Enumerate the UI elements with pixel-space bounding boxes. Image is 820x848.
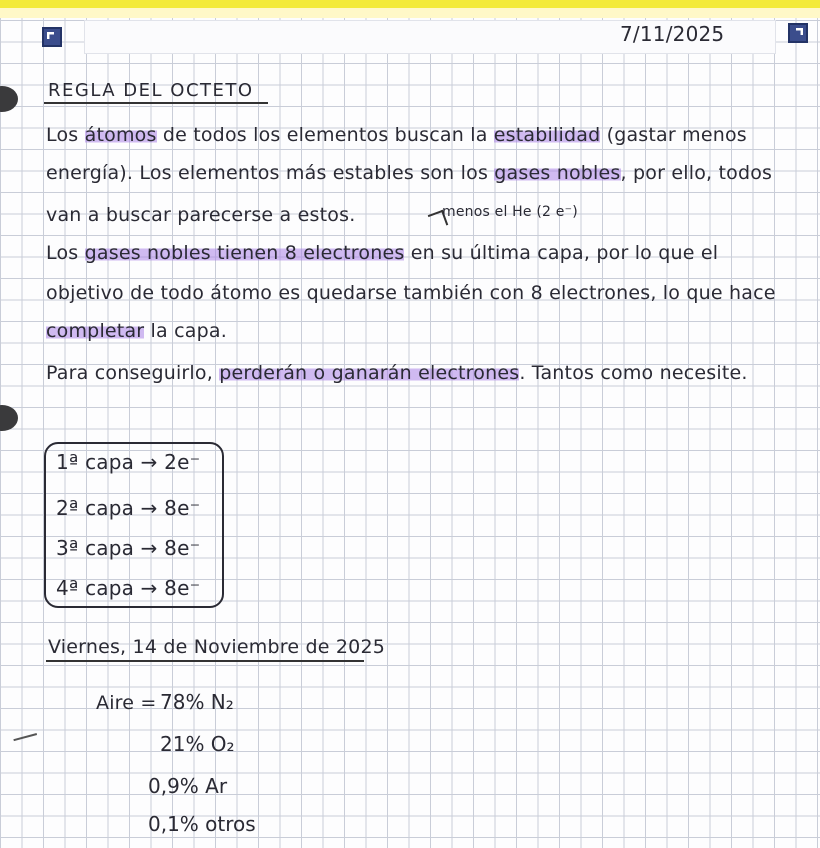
highlight-gases-nobles-8: gases nobles tienen 8 electrones bbox=[84, 242, 405, 264]
text-segment: en su última capa, por lo que el bbox=[404, 242, 719, 264]
top-yellow-edge bbox=[0, 0, 820, 8]
text-segment: van a buscar parecerse a estos. bbox=[46, 204, 356, 226]
paragraph1-line3 bbox=[46, 204, 355, 226]
title-underline bbox=[44, 102, 268, 104]
section-date: Viernes, 14 de Noviembre de 2025 bbox=[48, 636, 386, 658]
corner-mark-right-icon bbox=[788, 23, 808, 43]
text-segment: , por ello, todos bbox=[620, 162, 773, 184]
shell-row: 2ª capa → 8e⁻ bbox=[56, 496, 201, 520]
top-yellow-tint bbox=[0, 8, 820, 18]
text-segment: de todos los elementos buscan la bbox=[156, 124, 494, 146]
highlight-atomos: átomos bbox=[84, 124, 157, 146]
shell-row: 4ª capa → 8e⁻ bbox=[56, 576, 201, 600]
shell-row: 3ª capa → 8e⁻ bbox=[56, 536, 201, 560]
paragraph2-line3 bbox=[46, 320, 227, 342]
paragraph1-line2 bbox=[46, 162, 772, 184]
note-he-exception: menos el He (2 e⁻) bbox=[442, 204, 578, 220]
paragraph1-line1 bbox=[46, 124, 747, 146]
paragraph2-line1 bbox=[46, 242, 718, 264]
text-segment: la capa. bbox=[144, 320, 227, 342]
text-segment: (gastar menos bbox=[600, 124, 747, 146]
air-item: 0,1% otros bbox=[148, 812, 256, 836]
highlight-perderan-ganaran: perderán o ganarán electrones bbox=[219, 362, 520, 384]
paragraph3-line1 bbox=[46, 362, 748, 384]
text-segment: Los bbox=[46, 124, 85, 146]
shell-row: 1ª capa → 2e⁻ bbox=[56, 450, 201, 474]
corner-mark-left-icon bbox=[42, 27, 62, 47]
text-segment: Los bbox=[46, 242, 85, 264]
paragraph2-line2 bbox=[46, 282, 776, 304]
header-date: 7/11/2025 bbox=[620, 22, 725, 46]
highlight-completar: completar bbox=[46, 320, 145, 342]
text-segment: . Tantos como necesite. bbox=[519, 362, 748, 384]
highlight-estabilidad: estabilidad bbox=[493, 124, 601, 146]
air-item: 21% O₂ bbox=[160, 732, 235, 756]
text-segment: objetivo de todo átomo es quedarse también con 8 electrones, lo que hace bbox=[46, 282, 776, 304]
air-label: Aire = bbox=[96, 692, 157, 714]
page-title: REGLA DEL OCTETO bbox=[48, 80, 254, 101]
highlight-gases-nobles: gases nobles bbox=[494, 162, 621, 184]
text-segment: energía). Los elementos más estables son los bbox=[46, 162, 495, 184]
text-segment: Para conseguirlo, bbox=[46, 362, 220, 384]
air-item: 0,9% Ar bbox=[148, 774, 228, 798]
air-item: 78% N₂ bbox=[160, 690, 234, 714]
date-underline bbox=[46, 660, 364, 662]
